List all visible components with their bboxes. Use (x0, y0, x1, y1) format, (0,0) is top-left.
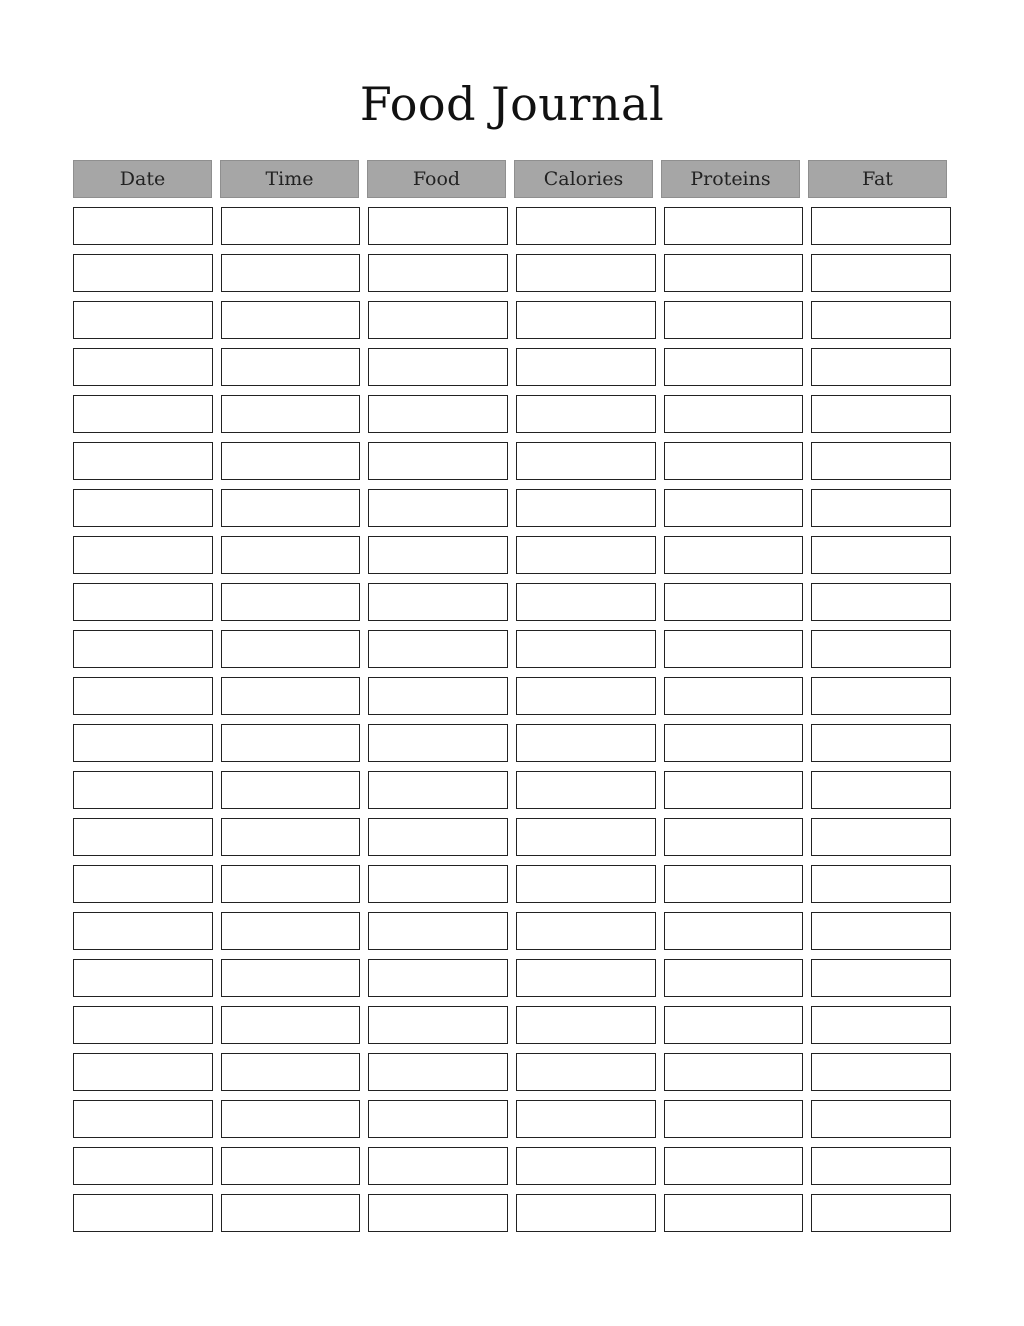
entry-cell-fat[interactable] (811, 959, 951, 997)
entry-cell-date[interactable] (73, 583, 213, 621)
entry-cell-date[interactable] (73, 1006, 213, 1044)
entry-cell-calories[interactable] (516, 536, 656, 574)
entry-cell-date[interactable] (73, 489, 213, 527)
entry-cell-time[interactable] (221, 1053, 361, 1091)
entry-cell-food[interactable] (368, 677, 508, 715)
entry-cell-fat[interactable] (811, 912, 951, 950)
entry-cell-calories[interactable] (516, 207, 656, 245)
entry-cell-time[interactable] (221, 912, 361, 950)
entry-cell-fat[interactable] (811, 301, 951, 339)
entry-cell-time[interactable] (221, 489, 361, 527)
entry-cell-fat[interactable] (811, 1147, 951, 1185)
entry-cell-proteins[interactable] (664, 959, 804, 997)
entry-cell-food[interactable] (368, 1100, 508, 1138)
entry-cell-date[interactable] (73, 348, 213, 386)
table-row (73, 442, 951, 480)
entry-cell-date[interactable] (73, 724, 213, 762)
entry-cell-time[interactable] (221, 818, 361, 856)
entry-cell-calories[interactable] (516, 1006, 656, 1044)
entry-cell-time[interactable] (221, 1147, 361, 1185)
entry-cell-fat[interactable] (811, 395, 951, 433)
entry-cell-proteins[interactable] (664, 301, 804, 339)
entry-cell-date[interactable] (73, 207, 213, 245)
entry-cell-proteins[interactable] (664, 818, 804, 856)
entry-cell-time[interactable] (221, 254, 361, 292)
header-row (73, 160, 951, 198)
entry-cell-proteins[interactable] (664, 207, 804, 245)
table-row (73, 1147, 951, 1185)
entry-cell-proteins[interactable] (664, 583, 804, 621)
entry-cell-time[interactable] (221, 771, 361, 809)
entry-cell-time[interactable] (221, 1100, 361, 1138)
entry-cell-calories[interactable] (516, 395, 656, 433)
table-row (73, 301, 951, 339)
entry-cell-date[interactable] (73, 254, 213, 292)
entry-cell-time[interactable] (221, 677, 361, 715)
column-header-calories: Calories (514, 160, 653, 198)
entry-cell-date[interactable] (73, 912, 213, 950)
entry-cell-fat[interactable] (811, 865, 951, 903)
entry-cell-calories[interactable] (516, 1100, 656, 1138)
entry-cell-calories[interactable] (516, 818, 656, 856)
column-header-time: Time (220, 160, 359, 198)
entry-cell-proteins[interactable] (664, 1100, 804, 1138)
entry-cell-date[interactable] (73, 442, 213, 480)
entry-cell-time[interactable] (221, 865, 361, 903)
entry-cell-date[interactable] (73, 959, 213, 997)
table-row (73, 254, 951, 292)
entry-cell-fat[interactable] (811, 254, 951, 292)
table-row (73, 865, 951, 903)
entry-rows (73, 207, 951, 1232)
table-row (73, 536, 951, 574)
entry-cell-calories[interactable] (516, 301, 656, 339)
entry-cell-date[interactable] (73, 630, 213, 668)
entry-cell-fat[interactable] (811, 1006, 951, 1044)
entry-cell-time[interactable] (221, 301, 361, 339)
entry-cell-time[interactable] (221, 395, 361, 433)
entry-cell-proteins[interactable] (664, 1006, 804, 1044)
entry-cell-calories[interactable] (516, 442, 656, 480)
entry-cell-proteins[interactable] (664, 1194, 804, 1232)
entry-cell-food[interactable] (368, 583, 508, 621)
table-row (73, 959, 951, 997)
entry-cell-date[interactable] (73, 677, 213, 715)
entry-cell-food[interactable] (368, 865, 508, 903)
table-row (73, 489, 951, 527)
entry-cell-food[interactable] (368, 630, 508, 668)
table-row (73, 630, 951, 668)
column-header-proteins: Proteins (661, 160, 800, 198)
entry-cell-time[interactable] (221, 959, 361, 997)
entry-cell-calories[interactable] (516, 583, 656, 621)
entry-cell-fat[interactable] (811, 724, 951, 762)
entry-cell-time[interactable] (221, 630, 361, 668)
entry-cell-time[interactable] (221, 1006, 361, 1044)
entry-cell-proteins[interactable] (664, 1053, 804, 1091)
entry-cell-fat[interactable] (811, 818, 951, 856)
table-row (73, 1053, 951, 1091)
entry-cell-food[interactable] (368, 395, 508, 433)
entry-cell-calories[interactable] (516, 630, 656, 668)
entry-cell-calories[interactable] (516, 1194, 656, 1232)
entry-cell-calories[interactable] (516, 771, 656, 809)
entry-cell-date[interactable] (73, 395, 213, 433)
entry-cell-calories[interactable] (516, 912, 656, 950)
entry-cell-fat[interactable] (811, 207, 951, 245)
entry-cell-food[interactable] (368, 1194, 508, 1232)
table-row (73, 1100, 951, 1138)
entry-cell-proteins[interactable] (664, 912, 804, 950)
entry-cell-fat[interactable] (811, 1053, 951, 1091)
entry-cell-proteins[interactable] (664, 630, 804, 668)
entry-cell-food[interactable] (368, 348, 508, 386)
entry-cell-food[interactable] (368, 771, 508, 809)
entry-cell-food[interactable] (368, 254, 508, 292)
entry-cell-calories[interactable] (516, 348, 656, 386)
table-row (73, 1194, 951, 1232)
entry-cell-date[interactable] (73, 1100, 213, 1138)
entry-cell-date[interactable] (73, 301, 213, 339)
entry-cell-proteins[interactable] (664, 254, 804, 292)
entry-cell-calories[interactable] (516, 959, 656, 997)
entry-cell-date[interactable] (73, 1194, 213, 1232)
entry-cell-fat[interactable] (811, 536, 951, 574)
entry-cell-fat[interactable] (811, 442, 951, 480)
entry-cell-food[interactable] (368, 724, 508, 762)
entry-cell-fat[interactable] (811, 583, 951, 621)
table-row (73, 583, 951, 621)
table-row (73, 818, 951, 856)
column-header-fat: Fat (808, 160, 947, 198)
entry-cell-time[interactable] (221, 207, 361, 245)
table-row (73, 207, 951, 245)
table-row (73, 912, 951, 950)
entry-cell-food[interactable] (368, 489, 508, 527)
entry-cell-calories[interactable] (516, 1053, 656, 1091)
table-row (73, 395, 951, 433)
entry-cell-food[interactable] (368, 959, 508, 997)
entry-cell-fat[interactable] (811, 771, 951, 809)
entry-cell-calories[interactable] (516, 677, 656, 715)
entry-cell-food[interactable] (368, 1053, 508, 1091)
entry-cell-time[interactable] (221, 583, 361, 621)
entry-cell-time[interactable] (221, 1194, 361, 1232)
table-row (73, 677, 951, 715)
entry-cell-food[interactable] (368, 207, 508, 245)
table-row (73, 1006, 951, 1044)
entry-cell-food[interactable] (368, 536, 508, 574)
column-header-food: Food (367, 160, 506, 198)
entry-cell-food[interactable] (368, 301, 508, 339)
entry-cell-fat[interactable] (811, 1194, 951, 1232)
entry-cell-food[interactable] (368, 442, 508, 480)
entry-cell-date[interactable] (73, 818, 213, 856)
entry-cell-time[interactable] (221, 442, 361, 480)
journal-table (73, 160, 951, 1232)
table-row (73, 348, 951, 386)
entry-cell-date[interactable] (73, 771, 213, 809)
entry-cell-fat[interactable] (811, 630, 951, 668)
entry-cell-proteins[interactable] (664, 677, 804, 715)
entry-cell-date[interactable] (73, 1053, 213, 1091)
entry-cell-proteins[interactable] (664, 348, 804, 386)
entry-cell-proteins[interactable] (664, 724, 804, 762)
page-title: Food Journal (359, 77, 665, 131)
entry-cell-food[interactable] (368, 1006, 508, 1044)
entry-cell-food[interactable] (368, 912, 508, 950)
entry-cell-calories[interactable] (516, 254, 656, 292)
table-row (73, 771, 951, 809)
entry-cell-calories[interactable] (516, 865, 656, 903)
entry-cell-time[interactable] (221, 348, 361, 386)
entry-cell-calories[interactable] (516, 724, 656, 762)
entry-cell-fat[interactable] (811, 677, 951, 715)
entry-cell-fat[interactable] (811, 348, 951, 386)
entry-cell-fat[interactable] (811, 489, 951, 527)
entry-cell-proteins[interactable] (664, 489, 804, 527)
entry-cell-proteins[interactable] (664, 771, 804, 809)
entry-cell-calories[interactable] (516, 489, 656, 527)
entry-cell-date[interactable] (73, 1147, 213, 1185)
entry-cell-proteins[interactable] (664, 442, 804, 480)
entry-cell-date[interactable] (73, 865, 213, 903)
entry-cell-proteins[interactable] (664, 395, 804, 433)
entry-cell-time[interactable] (221, 536, 361, 574)
entry-cell-proteins[interactable] (664, 1147, 804, 1185)
entry-cell-calories[interactable] (516, 1147, 656, 1185)
table-row (73, 724, 951, 762)
entry-cell-proteins[interactable] (664, 865, 804, 903)
column-header-date: Date (73, 160, 212, 198)
entry-cell-time[interactable] (221, 724, 361, 762)
entry-cell-date[interactable] (73, 536, 213, 574)
entry-cell-fat[interactable] (811, 1100, 951, 1138)
entry-cell-food[interactable] (368, 818, 508, 856)
entry-cell-proteins[interactable] (664, 536, 804, 574)
entry-cell-food[interactable] (368, 1147, 508, 1185)
